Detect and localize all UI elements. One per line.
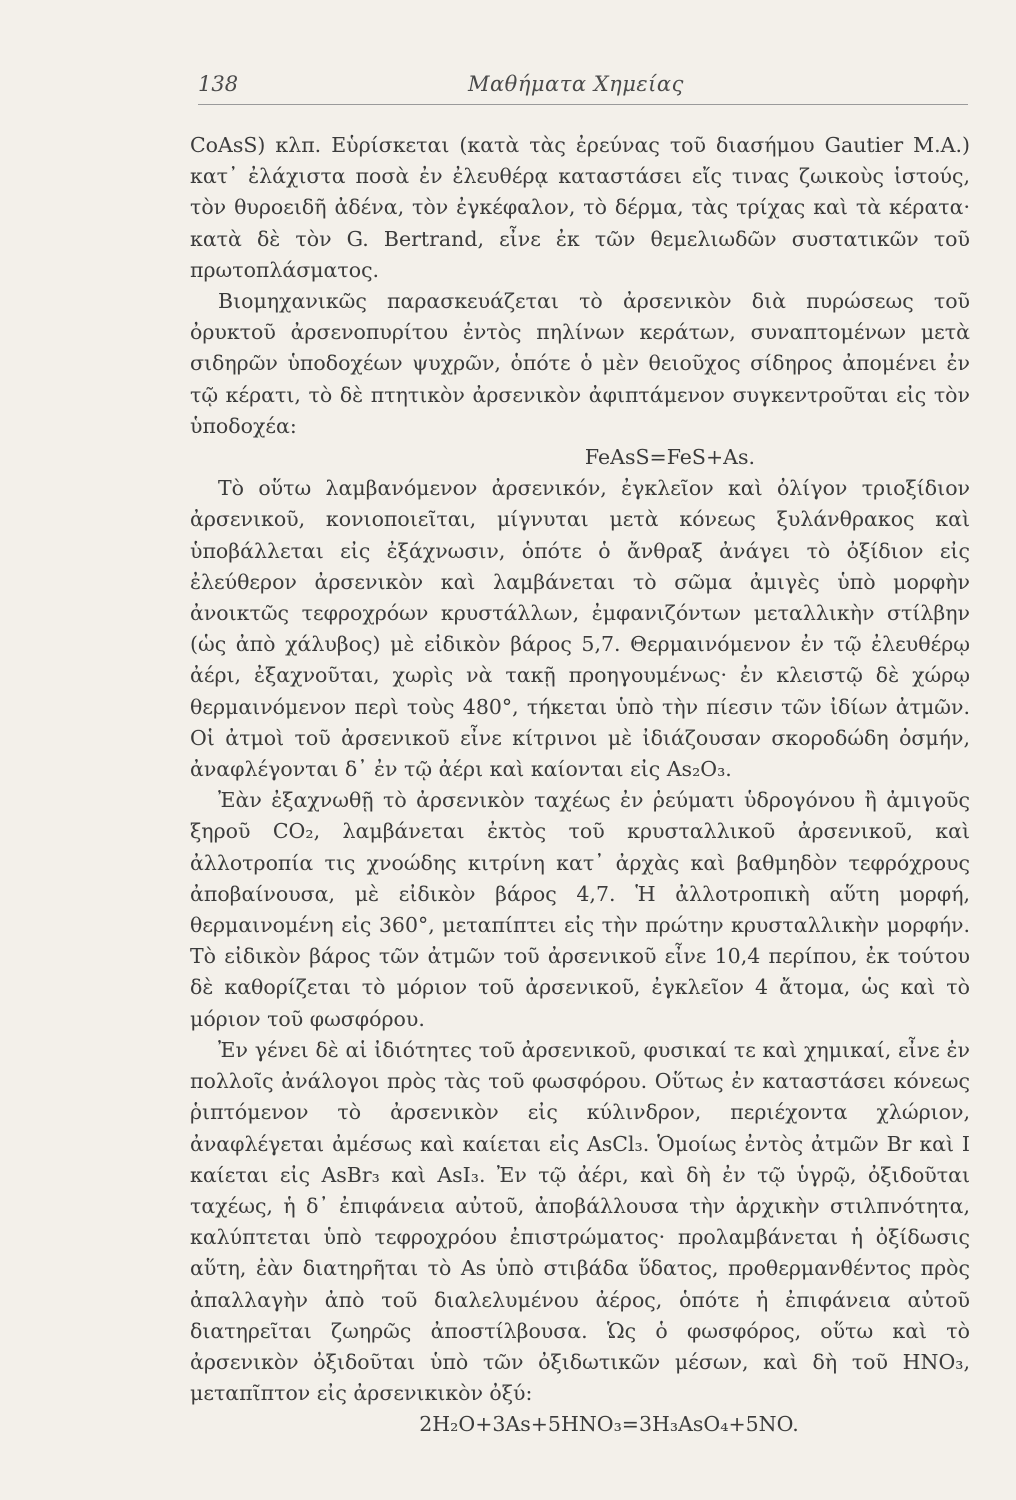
paragraph-1: CoAsS) κλπ. Εὑρίσκεται (κατὰ τὰς ἐρεύνας τοῦ διασήμου Gautier M.A.) κατ᾽ ἐλάχιστα ποσὰ ἐν ἐλευθέρᾳ καταστάσει εἴς τινας ζωικοὺς ἱστούς, τὸν θυροειδῆ ἀδένα, τὸν ἐγκέφαλον, τὸ δέρμα, τὰς τρίχας καὶ τὰ κέρατα· κατὰ δὲ τὸν G. Bertrand, εἶνε ἐκ τῶν θεμελιωδῶν συστατικῶν τοῦ πρωτοπλάσματος. (190, 133, 970, 282)
paragraph-4: Ἐὰν ἐξαχνωθῇ τὸ ἀρσενικὸν ταχέως ἐν ῥεύματι ὑδρογόνου ἢ ἀμιγοῦς ξηροῦ CO₂, λαμβάνεται ἐκτὸς τοῦ κρυσταλλικοῦ ἀρσενικοῦ, καὶ ἀλλοτροπία τις χνοώδης κιτρίνη κατ᾽ ἀρχὰς καὶ βαθμηδὸν τεφρόχρους ἀποβαίνουσα, μὲ εἰδικὸν βάρος 4,7. Ἡ ἀλλοτροπικὴ αὕτη μορφή, θερμαινομένη εἰς 360°, μεταπίπτει εἰς τὴν πρώτην κρυσταλλικὴν μορφήν. Τὸ εἰδικὸν βάρος τῶν ἀτμῶν τοῦ ἀρσενικοῦ εἶνε 10,4 περίπου, ἐκ τούτου δὲ καθορίζεται τὸ μόριον τοῦ ἀρσενικοῦ, ἐγκλεῖον 4 ἄτομα, ὡς καὶ τὸ μόριον τοῦ φωσφόρου. (190, 788, 970, 1031)
page-header (198, 64, 968, 104)
equation-nitric-oxidation: 2H₂O+3As+5HNO₃=3H₃AsO₄+5NO. (419, 1412, 799, 1437)
page-number: 138 (198, 72, 239, 96)
header-rule (198, 104, 968, 105)
paragraph-5: Ἐν γένει δὲ αἱ ἰδιότητες τοῦ ἀρσενικοῦ, φυσικαί τε καὶ χημικαί, εἶνε ἐν πολλοῖς ἀνάλογοι πρὸς τὰς τοῦ φωσφόρου. Οὕτως ἐν καταστάσει κόνεως ῥιπτόμενον τὸ ἀρσενικὸν εἰς κύλινδρον, περιέχοντα χλώριον, ἀναφλέγεται ἀμέσως καὶ καίεται εἰς AsCl₃. Ὁμοίως ἐντὸς ἀτμῶν Br καὶ I καίεται εἰς AsBr₃ καὶ AsI₃. Ἐν τῷ ἀέρι, καὶ δὴ ἐν τῷ ὑγρῷ, ὀξιδοῦται ταχέως, ἡ δ᾽ ἐπιφάνεια αὐτοῦ, ἀποβάλλουσα τὴν ἀρχικὴν στιλπνότητα, καλύπτεται ὑπὸ τεφροχρόου ἐπιστρώματος· προλαμβάνεται ἡ ὀξίδωσις αὕτη, ἐὰν διατηρῆται τὸ As ὑπὸ στιβάδα ὕδατος, προθερμανθέντος πρὸς ἀπαλλαγὴν ἀπὸ τοῦ διαλελυμένου ἀέρος, ὁπότε ἡ ἐπιφάνεια αὐτοῦ διατηρεῖται ζωηρῶς ἀποστίλβουσα. Ὡς ὁ φωσφόρος, οὕτω καὶ τὸ ἀρσενικὸν ὀξιδοῦται ὑπὸ τῶν ὀξιδωτικῶν μέσων, καὶ δὴ τοῦ HNO₃, μεταπῖπτον εἰς ἀρσενικικὸν ὀξύ: (190, 1037, 970, 1406)
body-text (190, 130, 970, 1441)
paragraph-2: Βιομηχανικῶς παρασκευάζεται τὸ ἀρσενικὸν διὰ πυρώσεως τοῦ ὀρυκτοῦ ἀρσενοπυρίτου ἐντὸς πηλίνων κεράτων, συναπτομένων μετὰ σιδηρῶν ὑποδοχέων ψυχρῶν, ὁπότε ὁ μὲν θειοῦχος σίδηρος ἀπομένει ἐν τῷ κέρατι, τὸ δὲ πτητικὸν ἀρσενικὸν ἀφιπτάμενον συγκεντροῦται εἰς τὸν ὑποδοχέα: (190, 289, 970, 438)
running-title: Μαθήματα Χημείας (468, 72, 684, 96)
equation-arsenopyrite: FeAsS=FeS+As. (584, 445, 755, 470)
paragraph-3: Τὸ οὕτω λαμβανόμενον ἀρσενικόν, ἐγκλεῖον καὶ ὀλίγον τριοξίδιον ἀρσενικοῦ, κονιοποιεῖται, μίγνυται μετὰ κόνεως ξυλάνθρακος καὶ ὑποβάλλεται εἰς ἐξάχνωσιν, ὁπότε ὁ ἄνθραξ ἀνάγει τὸ ὀξίδιον εἰς ἐλεύθερον ἀρσενικὸν καὶ λαμβάνεται τὸ σῶμα ἀμιγὲς ὑπὸ μορφὴν ἀνοικτῶς τεφροχρόων κρυστάλλων, ἐμφανιζόντων μεταλλικὴν στίλβην (ὡς ἀπὸ χάλυβος) μὲ εἰδικὸν βάρος 5,7. Θερμαινόμενον ἐν τῷ ἐλευθέρῳ ἀέρι, ἐξαχνοῦται, χωρὶς νὰ τακῇ προηγουμένως· ἐν κλειστῷ δὲ χώρῳ θερμαινόμενον περὶ τοὺς 480°, τήκεται ὑπὸ τὴν πίεσιν τῶν ἰδίων ἀτμῶν. Οἱ ἀτμοὶ τοῦ ἀρσενικοῦ εἶνε κίτρινοι μὲ ἰδιάζουσαν σκοροδώδη ὀσμήν, ἀναφλέγονται δ᾽ ἐν τῷ ἀέρι καὶ καίονται εἰς As₂O₃. (190, 476, 970, 782)
